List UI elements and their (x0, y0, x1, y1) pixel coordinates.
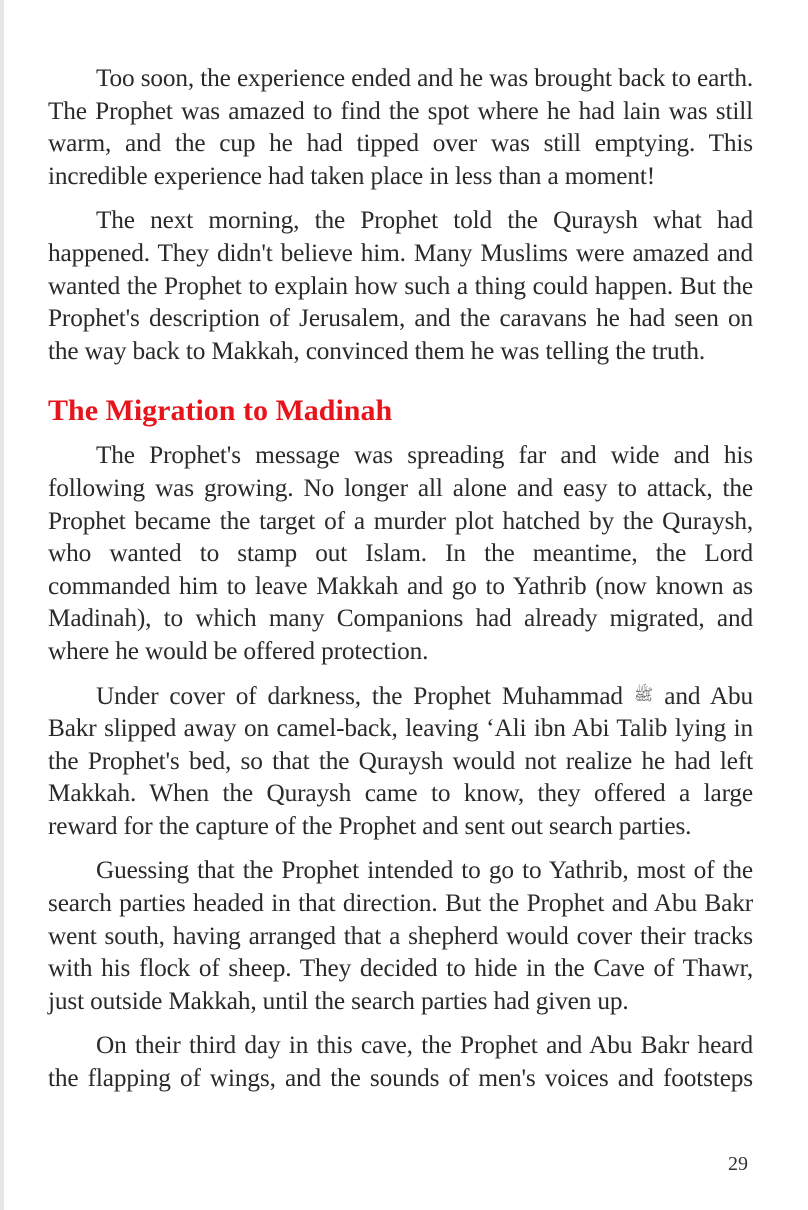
section-heading: The Migration to Madinah (48, 394, 393, 428)
paragraph-text: and Abu Bakr slipped away on camel-back, leaving ‘Ali ibn Abi Talib lying in the Prophet's bed, so that the Quraysh would not realize he had left Makkah. When the Quraysh came to know, they offered a large reward for the capture of the Prophet and sent out search parties. (48, 681, 753, 840)
paragraph-message-spreading: The Prophet's message was spreading far and wide and his following was growing. No longer all alone and easy to attack, the Prophet became the target of a murder plot hatched by the Quraysh, who wanted to stamp out Islam. In the meantime, the Lord commanded him to leave Makkah and go to Yathrib (now known as Madinah), to which many Companions had already migrated, and where he would be offered protection. (48, 441, 753, 665)
paragraph-search-parties: Guessing that the Prophet intended to go to Yathrib, most of the search parties headed in that direction. But the Prophet and Abu Bakr went south, having arranged that a shepherd would cover their tracks with his flock of sheep. They decided to hide in the Cave of Thawr, just outside Makkah, until the search parties had given up. (48, 856, 753, 1015)
paragraph-cover-of-darkness (48, 680, 753, 843)
paragraph-return-to-earth: Too soon, the experience ended and he was brought back to earth. The Prophet was amazed to find the spot where he had lain was still warm, and the cup he had tipped over was still emptying. This incredible experience had taken place in less than a moment! (48, 64, 753, 190)
page-number: 29 (728, 1153, 748, 1175)
page-left-edge (0, 0, 4, 1210)
salutation-symbol-icon: ﷺ (633, 686, 654, 704)
page-content (48, 62, 753, 1107)
paragraph-cave: On their third day in this cave, the Prophet and Abu Bakr heard the flapping of wings, and the sounds of men's voices and footsteps (48, 1031, 753, 1093)
paragraph-next-morning: The next morning, the Prophet told the Quraysh what had happened. They didn't believe him. Many Muslims were amazed and wanted the Prophet to explain how such a thing could happen. But the Prophet's description of Jerusalem, and the caravans he had seen on the way back to Makkah, convinced them he was telling the truth. (48, 206, 753, 365)
paragraph-text: Under cover of darkness, the Prophet Muhammad (96, 681, 623, 710)
